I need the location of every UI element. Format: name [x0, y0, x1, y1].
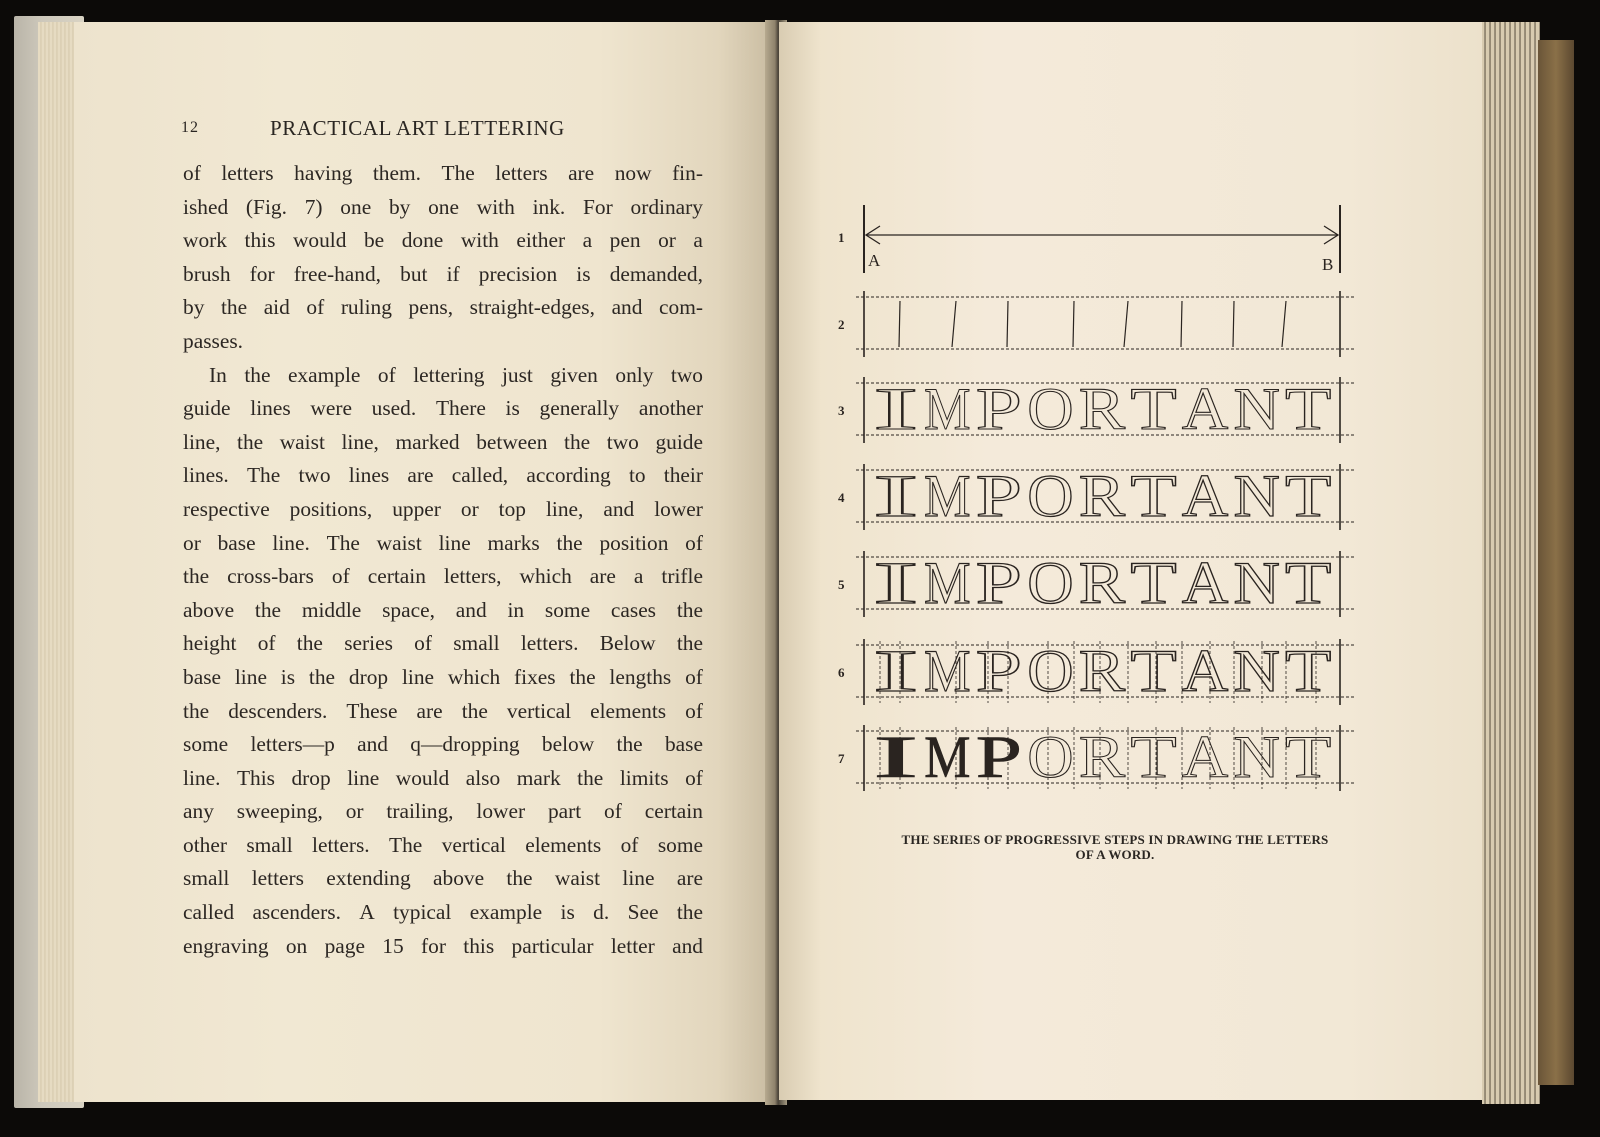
text-line: by the aid of ruling pens, straight-edges, and com- [183, 295, 703, 320]
step-number: 2 [838, 317, 845, 332]
text-line: line. This drop line would also mark the limits of [183, 765, 703, 790]
word-letter: A [1181, 463, 1229, 529]
word-letter: A [1181, 638, 1229, 704]
word-letter: R [1078, 724, 1126, 790]
word-letter: R [1078, 550, 1126, 616]
word-letter: A [1181, 724, 1229, 790]
running-head-title: PRACTICAL ART LETTERING [270, 116, 565, 140]
text-line: lines. The two lines are called, according to their [183, 463, 703, 488]
text-line: or base line. The waist line marks the position of [183, 530, 703, 555]
text-line: work this would be done with either a pen or a [183, 228, 703, 253]
right-cover-board [1538, 40, 1574, 1085]
body-text [183, 157, 703, 963]
text-line: In the example of lettering just given only two [209, 362, 703, 387]
word-letter: R [1078, 463, 1126, 529]
step-number: 5 [838, 577, 845, 592]
point-b-label: B [1322, 255, 1334, 274]
division-stroke [1124, 301, 1128, 347]
word-letter: O [1027, 724, 1074, 790]
division-stroke [952, 301, 956, 347]
word-letter: I [872, 550, 919, 616]
text-line: guide lines were used. There is generally another [183, 396, 703, 421]
text-line: called ascenders. A typical example is d. See the [183, 900, 703, 925]
text-line: of letters having them. The letters are now fin- [183, 161, 703, 185]
text-line: the descenders. These are the vertical elements of [183, 698, 703, 723]
word-letter: P [975, 724, 1023, 790]
word-letter: O [1027, 638, 1074, 704]
word-letter: M [924, 638, 971, 704]
word-letter: N [1233, 376, 1280, 442]
word-letter: P [975, 550, 1023, 616]
word-letter: I [872, 724, 919, 790]
point-a-label: A [868, 251, 881, 270]
step-number: 3 [838, 403, 845, 418]
text-line: respective positions, upper or top line, and lower [183, 496, 703, 521]
word-letter: T [1130, 376, 1177, 442]
word-letter: M [924, 463, 971, 529]
division-stroke [1181, 301, 1182, 347]
word-letter: T [1285, 463, 1332, 529]
word-letter: P [975, 463, 1023, 529]
left-page-edges [38, 22, 78, 1102]
word-letter: O [1027, 463, 1074, 529]
step-number: 7 [838, 751, 845, 766]
step-number: 6 [838, 665, 845, 680]
text-line: ished (Fig. 7) one by one with ink. For ordinary [183, 194, 703, 219]
text-line: height of the series of small letters. Below the [183, 631, 703, 656]
word-letter: A [1181, 550, 1229, 616]
text-line: brush for free-hand, but if precision is demanded, [183, 261, 703, 286]
word-letter: N [1233, 550, 1280, 616]
text-line: line, the waist line, marked between the two guide [183, 429, 703, 454]
step-number: 4 [838, 490, 845, 505]
word-letter: O [1027, 376, 1074, 442]
word-letter: T [1130, 724, 1177, 790]
text-line: base line is the drop line which fixes the lengths of [183, 664, 703, 689]
word-letter: N [1233, 463, 1280, 529]
word-letter: I [872, 638, 919, 704]
text-line: any sweeping, or trailing, lower part of certain [183, 799, 703, 824]
word-letter: I [872, 376, 919, 442]
step-number: 1 [838, 230, 845, 245]
word-letter: T [1130, 638, 1177, 704]
caption-line-2: OF A WORD. [1075, 847, 1155, 862]
division-stroke [1282, 301, 1286, 347]
caption-line-1: THE SERIES OF PROGRESSIVE STEPS IN DRAWING THE LETTERS [901, 832, 1329, 847]
word-letter: O [1027, 550, 1074, 616]
division-stroke [1233, 301, 1234, 347]
word-letter: T [1285, 724, 1332, 790]
text-line: some letters—p and q—dropping below the base [183, 732, 703, 757]
word-letter: M [924, 376, 971, 442]
division-stroke [1007, 301, 1008, 347]
page-number: 12 [181, 119, 199, 136]
right-page-edges [1482, 22, 1540, 1104]
word-letter: T [1130, 463, 1177, 529]
word-letter: T [1285, 638, 1332, 704]
word-letter: T [1285, 550, 1332, 616]
word-letter: T [1130, 550, 1177, 616]
word-letter: I [872, 463, 919, 529]
word-letter: N [1233, 724, 1280, 790]
word-letter: M [924, 550, 971, 616]
word-letter: A [1181, 376, 1229, 442]
word-letter: M [924, 724, 971, 790]
word-letter: R [1078, 638, 1126, 704]
text-line: small letters extending above the waist line are [183, 866, 703, 891]
text-line: the cross-bars of certain letters, which are a trifle [183, 564, 703, 589]
word-letter: P [975, 638, 1023, 704]
word-letter: T [1285, 376, 1332, 442]
figure-caption [870, 832, 1360, 862]
division-stroke [1073, 301, 1074, 347]
word-letter: R [1078, 376, 1126, 442]
text-line: other small letters. The vertical elements of some [183, 832, 703, 857]
running-head [181, 116, 741, 146]
word-letter: P [975, 376, 1023, 442]
word-letter: N [1233, 638, 1280, 704]
text-line: above the middle space, and in some cases the [183, 597, 703, 622]
text-line: engraving on page 15 for this particular letter and [183, 933, 703, 958]
text-line: passes. [183, 328, 244, 353]
lettering-steps-figure [838, 195, 1398, 815]
division-stroke [899, 301, 900, 347]
